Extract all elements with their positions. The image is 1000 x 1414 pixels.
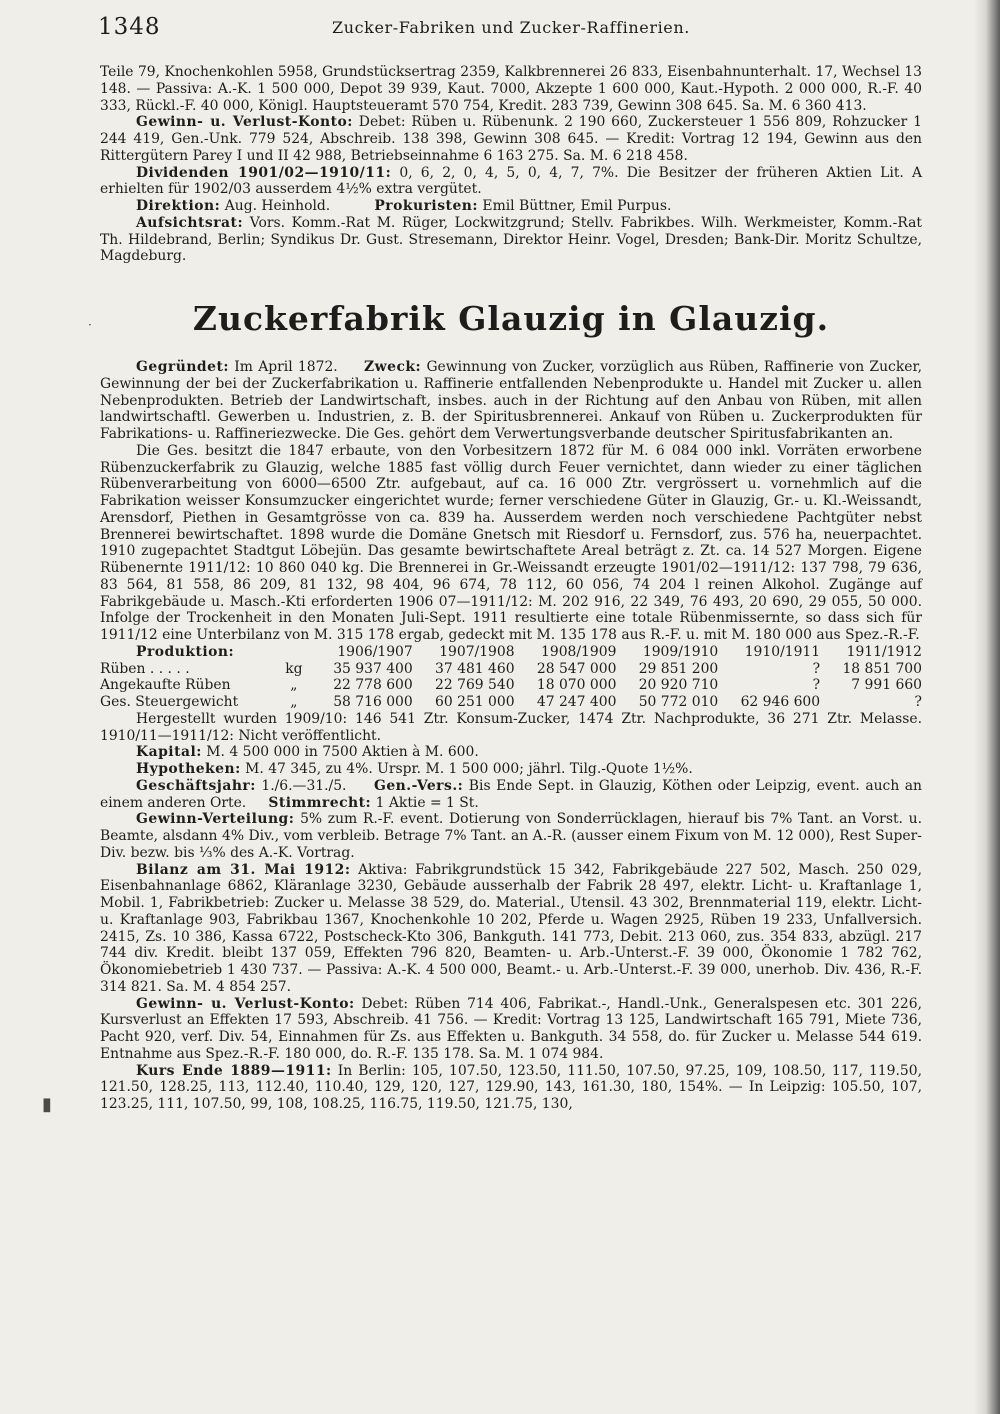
previous-entry-profit-loss <box>100 114 922 164</box>
value-cell: 22 769 540 <box>435 677 515 694</box>
company-founded-purpose <box>100 359 922 443</box>
value-cell: 20 920 710 <box>638 677 719 694</box>
value-cell: 29 851 200 <box>638 660 719 677</box>
page-header <box>98 14 924 44</box>
label: Hypotheken: <box>136 761 241 777</box>
company-profit-distribution <box>100 811 922 861</box>
year-cell: 1908/1909 <box>541 643 617 660</box>
label: Prokuristen: <box>374 198 479 214</box>
company-balance <box>100 862 922 996</box>
value-cell: ? <box>812 660 821 677</box>
text: Debet: Rüben 714 406, Fabrikat.-, Handl.-Unk., Generalspesen etc. 301 226, Kursverlust an Effekten 17 593, Abschreib. 41 756. — Kredit: Vortrag 13 125, Landwirtschaft 165 791, Miete 736, Pacht 920, verf. Div. 54, Einnahmen für Zs. aus Effekten u. Bankguth. 34 558, do. für Zucker u. Melasse 544 619. Entnahme aus Spez.-R.-F. 180 000, do. R.-F. 135 178. Sa. M. 1 074 984. <box>100 995 922 1062</box>
year-cell: 1909/1910 <box>642 643 719 660</box>
label: Gegründet: <box>136 359 230 375</box>
year-cell: 1911/1912 <box>846 643 922 660</box>
company-share-price <box>100 1063 922 1113</box>
text: 1 Aktie = 1 St. <box>371 794 479 811</box>
text: Bis Ende Sept. in Glauzig, Köthen oder Leipzig, event. auch an einem anderen Orte. <box>100 777 922 811</box>
text: Vors. Komm.-Rat M. Rüger, Lockwitzgrund; Stellv. Fabrikbes. Wilh. Werkmeister, Komm.-Rat Th. Hildebrand, Berlin; Syndikus Dr. Gust. Stresemann, Direktor Heinr. Vogel, Dresden; Bank-Dir. Moritz Schultze, Magdeburg. <box>100 214 922 265</box>
text: 5% zum R.-F. event. Dotierung von Sonderrücklagen, hierauf bis 7% Tant. an Vorst. u. Beamte, alsdann 4% Div., vom verbleib. Betrage 7% Tant. an A.-R. (ausser einem Fixum von M. 12 000), Rest Super-Div. bezw. bis ⅓% des A.-K. Vortrag. <box>100 811 922 861</box>
label: Aufsichtsrat: <box>136 214 244 231</box>
company-profit-loss <box>100 996 922 1063</box>
company-title: Zuckerfabrik Glauzig in Glauzig. <box>192 299 830 338</box>
value-cell: 37 481 460 <box>435 660 515 677</box>
text: 0, 6, 2, 0, 4, 5, 0, 4, 7, 7%. Die Besitzer der früheren Aktien Lit. A erhielten für 1902/03 ausserdem 4½% extra vergütet. <box>100 164 923 198</box>
company-capital <box>100 744 922 761</box>
text: Debet: Rüben u. Rübenunk. 2 190 660, Zuckersteuer 1 556 809, Rohzucker 1 244 419, Gen.-Unk. 779 524, Abschreib. 138 398, Gewinn 308 645. — Kredit: Vortrag 12 194, Gewinn aus den Rittergütern Parey I und II 42 988, Betriebseinnahme 6 163 275. Sa. M. 6 218 458. <box>100 114 922 164</box>
label: Zweck: <box>364 359 422 375</box>
row-name: Ges. Steuergewicht <box>100 694 239 710</box>
value-cell: 35 937 400 <box>333 660 413 677</box>
value-cell: 22 778 600 <box>333 677 413 694</box>
production-table <box>100 644 922 711</box>
row-name: Angekaufte Rüben <box>100 677 231 694</box>
company-produced: Hergestellt wurden 1909/10: 146 541 Ztr. Konsum-Zucker, 1474 Ztr. Nachprodukte, 36 271 Ztr. Melasse. 1910/11—1911/12: Nicht veröffentlicht. <box>100 710 922 744</box>
running-title: Zucker-Fabriken und Zucker-Raffinerien. <box>332 18 690 37</box>
label: Kurs Ende 1889—1911: <box>136 1062 332 1079</box>
text: M. 47 345, zu 4%. Urspr. M. 1 500 000; jährl. Tilg.-Quote 1½%. <box>240 761 693 777</box>
text: 1./6.—31./5. <box>255 777 352 794</box>
label: Kapital: <box>136 744 202 761</box>
page-number: 1348 <box>98 14 161 40</box>
text: In Berlin: 105, 107.50, 123.50, 111.50, 107.50, 97.25, 109, 108.50, 117, 119.50, 121.50, 128.25, 113, 112.40, 110.40, 129, 120, 127, 129.90, 143, 161.30, 180, 154%. — In Leipzig: 105.50, 107, 123.25, 111, 107.50, 99, 108, 108.25, 116.75, 119.50, 121.75, 130, <box>100 1062 922 1112</box>
value-cell: 18 851 700 <box>842 660 922 677</box>
year-cell: 1907/1908 <box>439 643 515 660</box>
year-cell: 1906/1907 <box>337 643 413 660</box>
label: Stimmrecht: <box>268 794 372 811</box>
page-content <box>100 64 922 1113</box>
production-header-row <box>100 644 922 661</box>
text: Im April 1872. <box>229 359 343 375</box>
row-unit: „ <box>290 677 298 694</box>
value-cell: 62 946 600 <box>740 694 821 710</box>
value-cell: 18 070 000 <box>536 677 617 694</box>
label: Dividenden 1901/02—1910/11: <box>136 164 392 181</box>
label: Gewinn- u. Verlust-Konto: <box>136 114 353 131</box>
row-unit: „ <box>290 694 298 710</box>
value-cell: 60 251 000 <box>435 694 515 710</box>
label: Direktion: <box>136 198 221 214</box>
table-row <box>100 694 922 711</box>
company-history: Die Ges. besitzt die 1847 erbaute, von den Vorbesitzern 1872 für M. 6 084 000 inkl. Vorräten erworbene Rübenzuckerfabrik zu Glauzig, welche 1885 fast völlig durch Feuer vernichtet, dann wieder zu einer täglichen Rübenverarbeitung von 6000—6500 Ztr. aufgebaut, auf ca. 16 000 Ztr. vergrössert u. vornehmlich auf die Fabrikation weisser Konsumzucker eingerichtet wurde; ferner verschiedene Güter in Glauzig, Gr.- u. Kl.-Weissandt, Arensdorf, Piethen in Gesamtgrösse von ca. 839 ha. Ausserdem werden noch verschiedene Pachtgüter nebst Brennerei bewirtschaftet. 1898 wurde die Domäne Gnetsch mit Riesdorf u. Fernsdorf, zus. 576 ha, neuerpachtet. 1910 zugepachtet Stadtgut Löbejün. Das gesamte bewirtschaftete Areal beträgt z. Zt. ca. 14 527 Morgen. Eigene Rübenernte 1911/12: 10 860 040 kg. Die Brennerei in Gr.-Weissandt erzeugte 1901/02—1911/12: 137 798, 79 636, 83 564, 81 558, 86 209, 81 132, 98 404, 96 674, 78 112, 60 056, 74 204 l reinen Alkohol. Zugänge auf Fabrikgebäude u. Masch.-Kti erforderten 1906 07—1911/12: M. 202 916, 22 349, 76 493, 20 690, 29 055, 50 000. Infolge der Trockenheit in den Monaten Juli-Sept. 1911 resultierte eine totale Rübenmissernte, so dass sich für 1911/12 eine Unterbilanz von M. 315 178 ergab, gedeckt mit M. 135 178 aus R.-F. u. mit M. 180 000 aus Spez.-R.-F. <box>100 442 922 643</box>
label: Geschäftsjahr: <box>136 777 256 794</box>
text: Aug. Heinhold. <box>220 198 331 214</box>
previous-entry-dividends <box>100 165 922 199</box>
text: M. 4 500 000 in 7500 Aktien à M. 600. <box>201 744 479 761</box>
value-cell: 50 772 010 <box>638 694 719 710</box>
value-cell: ? <box>914 694 922 710</box>
label: Gewinn- u. Verlust-Konto: <box>136 995 355 1012</box>
text: Gewinnung von Zucker, vorzüglich aus Rüben, Raffinerie von Zucker, Gewinnung der bei der Zuckerfabrikation u. Raffinerie entfallenden Nebenprodukte u. Handel mit Zucker u. allen Nebenprodukten. Betrieb der Landwirtschaft, insbes. auch in der Richtung auf den Anbau von Rüben, mit allen landwirtschaftl. Gewerben u. Industrien, z. B. der Spiritusbrennerei. Ankauf von Rüben u. Zuckerprodukten für Fabrikations- u. Raffineriezwecke. Die Ges. gehört dem Verwertungsverbande deutscher Spiritusfabrikanten an. <box>100 359 922 442</box>
page-edge-shadow <box>974 0 1000 1414</box>
row-name: Rüben . . . . . <box>100 660 190 677</box>
table-row <box>100 661 922 678</box>
row-unit: kg <box>285 660 303 677</box>
margin-speck: · <box>88 318 92 332</box>
label: Gewinn-Verteilung: <box>136 811 295 828</box>
previous-entry-balance: Teile 79, Knochenkohlen 5958, Grundstücksertrag 2359, Kalkbrennerei 26 833, Eisenbahnunterhalt. 17, Wechsel 13 148. — Passiva: A.-K. 1 500 000, Depot 39 939, Kaut. 7000, Akzepte 1 600 000, Kaut.-Hypoth. 2 000 000, R.-F. 40 333, Rückl.-F. 40 000, Königl. Hauptsteueramt 570 754, Kredit. 283 739, Gewinn 308 645. Sa. M. 6 360 413. <box>100 64 922 114</box>
value-cell: 28 547 000 <box>536 660 617 677</box>
previous-entry-board <box>100 215 922 265</box>
text: Emil Büttner, Emil Purpus. <box>478 198 672 214</box>
label: Gen.-Vers.: <box>373 777 464 794</box>
margin-speck: ▮ <box>42 1094 52 1115</box>
value-cell: ? <box>812 677 821 694</box>
value-cell: 7 991 660 <box>851 677 922 694</box>
label: Bilanz am 31. Mai 1912: <box>136 861 351 878</box>
company-mortgage <box>100 761 922 778</box>
table-row <box>100 677 922 694</box>
value-cell: 47 247 400 <box>536 694 617 710</box>
previous-entry-direction <box>100 198 922 215</box>
production-label: Produktion: <box>136 643 235 660</box>
value-cell: 58 716 000 <box>333 694 413 710</box>
text: Aktiva: Fabrikgrundstück 15 342, Fabrikgebäude 227 502, Masch. 250 029, Eisenbahnanlage 6862, Kläranlage 3230, Gebäude ausserhalb der Fabrik 28 497, elektr. Licht- u. Kraftanlage 1, Mobil. 1, Fabrikbetrieb: Zucker u. Melasse 38 529, do. Material., Utensil. 43 302, Brennmaterial 119, elektr. Licht- u. Kraftanlage 903, Fabrikbau 1367, Knochenkohle 10 202, Pferde u. Wagen 2925, Rüben 19 233, Unfallversich. 2415, Zs. 10 386, Kassa 6722, Postscheck-Kto 306, Bankguth. 141 773, Debit. 213 060, zus. 354 833, abzügl. 217 744 div. Kredit. bleibt 137 059, Effekten 796 820, Beamten- u. Arb.-Unterst.-F. 39 000, Ökonomie 1 782 762, Ökonomiebetrieb 1 430 737. — Passiva: A.-K. 4 500 000, Beamt.- u. Arb.-Unterst.-F. 39 000, unerhob. Div. 436, R.-F. 314 821. Sa. M. 4 854 257. <box>100 861 922 995</box>
year-cell: 1910/1911 <box>744 643 821 660</box>
company-fiscal-year <box>100 778 922 812</box>
